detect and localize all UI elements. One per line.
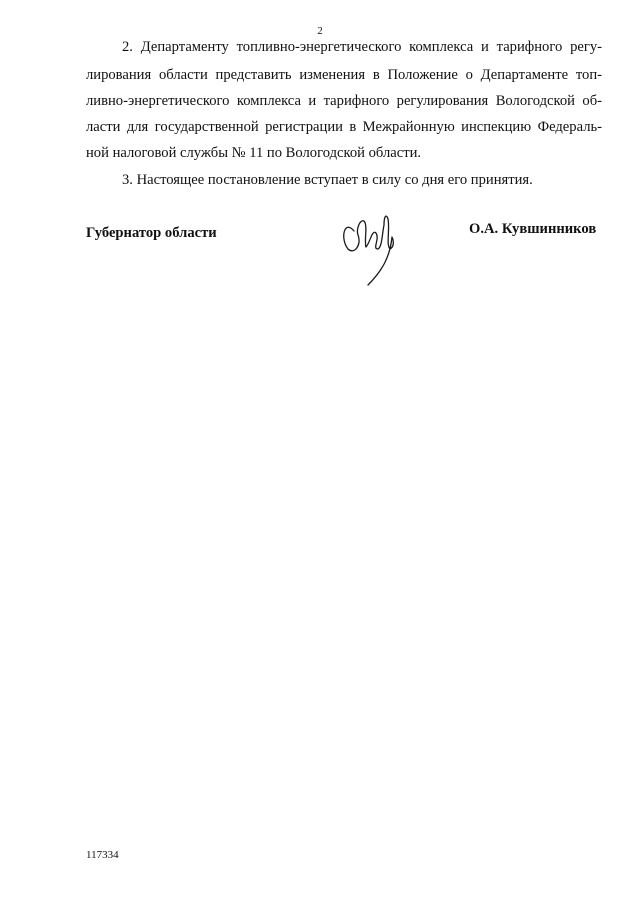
paragraph-2-line-5: ной налоговой службы № 11 по Вологодской области. bbox=[86, 145, 422, 161]
document-number: 117334 bbox=[86, 849, 119, 861]
paragraph-3-line-1: 3. Настоящее постановление вступает в силу со дня его принятия. bbox=[122, 172, 533, 188]
paragraph-2-line-2: лирования области представить изменения в Положение о Департаменте топ- bbox=[86, 67, 602, 83]
page-number: 2 bbox=[317, 25, 323, 37]
signature-role: Губернатор области bbox=[86, 225, 217, 241]
paragraph-2-line-3: ливно-энергетического комплекса и тарифного регулирования Вологодской об- bbox=[86, 93, 602, 109]
paragraph-2-line-4: ласти для государственной регистрации в Межрайонную инспекцию Федераль- bbox=[86, 119, 602, 135]
handwritten-signature bbox=[338, 205, 408, 290]
paragraph-2-line-1: 2. Департаменту топливно-энергетического комплекса и тарифного регу- bbox=[122, 39, 602, 55]
signature-name: О.А. Кувшинников bbox=[469, 221, 597, 237]
